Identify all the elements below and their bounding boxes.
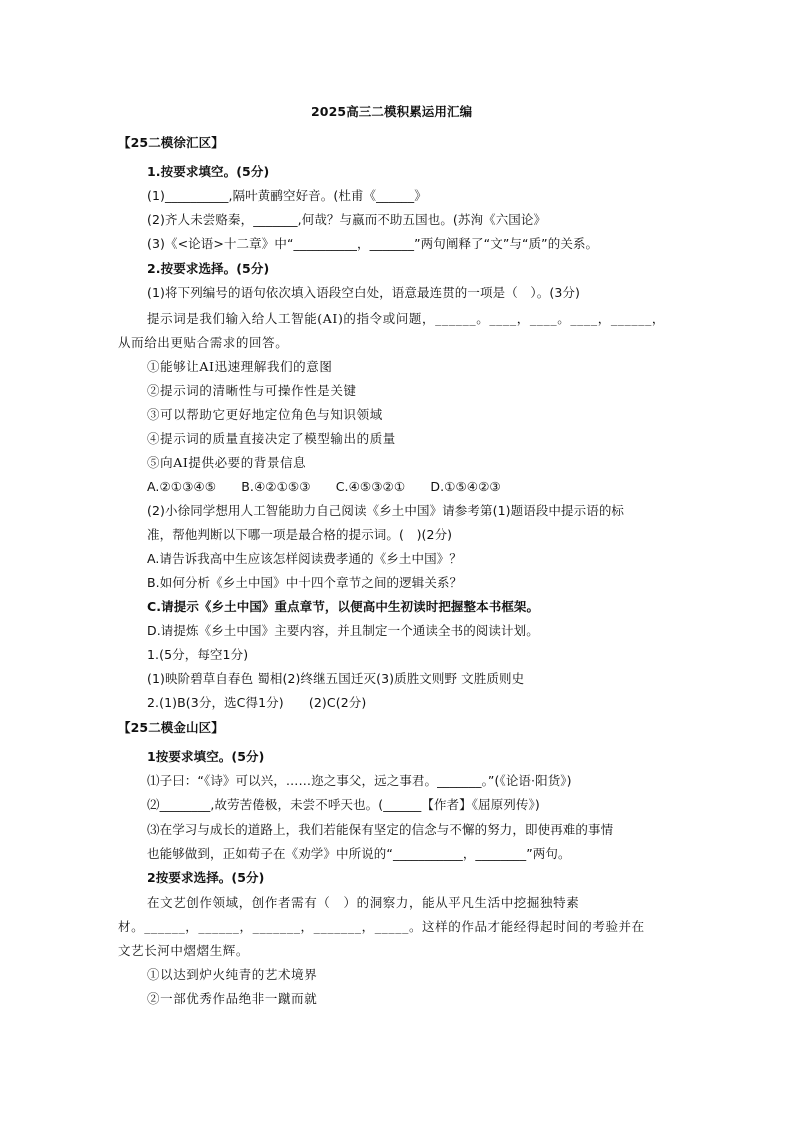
document-title: 2025高三二模积累运用汇编 xyxy=(311,104,473,119)
jinshan-question-1-item-3-line-2: 也能够做到，正如荀子在《劝学》中所说的“___________，________”两句。 xyxy=(147,846,571,861)
option-sentence-4: ④提示词的质量直接决定了模型输出的质量 xyxy=(147,431,396,446)
option-sentence-1: ①能够让AI迅速理解我们的意图 xyxy=(147,359,333,374)
section-heading-xuhui: 【25二模徐汇区】 xyxy=(118,135,224,150)
question-2-sub-1: (1)将下列编号的语句依次填入语段空白处，语意最连贯的一项是（ ）。(3分) xyxy=(147,285,580,300)
question-1-item-2: (2)齐人未尝赂秦，_______,何哉？与嬴而不助五国也。(苏洵《六国论》 xyxy=(147,212,547,227)
jinshan-passage-line-3: 文艺长河中熠熠生辉。 xyxy=(118,943,250,958)
choice-b: B.如何分析《乡土中国》中十四个章节之间的逻辑关系？ xyxy=(147,575,463,590)
answer-1-heading: 1.(5分，每空1分) xyxy=(147,647,249,662)
jinshan-passage-line-1: 在文艺创作领域，创作者需有（ ）的洞察力，能从平凡生活中挖掘独特素 xyxy=(147,895,580,910)
question-2-sub-2-line-2: 准，帮他判断以下哪一项是最合格的提示词。( )(2分) xyxy=(147,527,453,542)
choice-d: D.请提炼《乡土中国》主要内容，并且制定一个通读全书的阅读计划。 xyxy=(147,623,539,638)
section-heading-jinshan: 【25二模金山区】 xyxy=(118,720,224,735)
option-sentence-2: ②提示词的清晰性与可操作性是关键 xyxy=(147,383,357,398)
jinshan-option-sentence-2: ②一部优秀作品绝非一蹴而就 xyxy=(147,991,318,1006)
question-1-item-1: (1)__________,隔叶黄鹂空好音。(杜甫《______》 xyxy=(147,188,427,203)
jinshan-question-1-item-2: ⑵________,故劳苦倦极，未尝不呼天也。(______【作者】《屈原列传》) xyxy=(147,797,540,812)
jinshan-passage-line-2: 材。______，______，_______，_______，_____。这样的作品才能经得起时间的考验并在 xyxy=(118,919,645,934)
passage-line-2: 从而给出更贴合需求的回答。 xyxy=(118,335,289,350)
jinshan-question-1-heading: 1按要求填空。(5分) xyxy=(147,749,265,764)
question-1-item-3: (3)《<论语>十二章》中“__________，_______”两句阐释了“文”与“质”的关系。 xyxy=(147,236,599,251)
passage-line-1: 提示词是我们输入给人工智能(AI)的指令或问题，______。____，____。____，______， xyxy=(147,311,666,326)
choice-a: A.请告诉我高中生应该怎样阅读费孝通的《乡土中国》？ xyxy=(147,551,462,566)
option-sentence-5: ⑤向AI提供必要的背景信息 xyxy=(147,455,307,470)
question-2-heading: 2.按要求选择。(5分) xyxy=(147,261,270,276)
answer-choices: A.②①③④⑤ B.④②①⑤③ C.④⑤③②① D.①⑤④②③ xyxy=(147,479,501,494)
jinshan-question-1-item-1: ⑴子曰：“《诗》可以兴，……迩之事父，远之事君。_______。”(《论语·阳货》) xyxy=(147,773,572,788)
choice-c: C.请提示《乡土中国》重点章节，以便高中生初读时把握整本书框架。 xyxy=(147,599,540,614)
jinshan-question-2-heading: 2按要求选择。(5分) xyxy=(147,870,265,885)
jinshan-question-1-item-3-line-1: ⑶在学习与成长的道路上，我们若能保有坚定的信念与不懈的努力，即使再难的事情 xyxy=(147,822,614,837)
option-sentence-3: ③可以帮助它更好地定位角色与知识领域 xyxy=(147,407,383,422)
answer-2-content: 2.(1)B(3分，选C得1分) (2)C(2分) xyxy=(147,695,367,710)
answer-1-content: (1)映阶碧草自春色 蜀相(2)终继五国迁灭(3)质胜文则野 文胜质则史 xyxy=(147,671,525,686)
jinshan-option-sentence-1: ①以达到炉火纯青的艺术境界 xyxy=(147,967,318,982)
question-2-sub-2-line-1: (2)小徐同学想用人工智能助力自己阅读《乡土中国》请参考第(1)题语段中提示语的标 xyxy=(147,503,625,518)
question-1-heading: 1.按要求填空。(5分) xyxy=(147,164,270,179)
